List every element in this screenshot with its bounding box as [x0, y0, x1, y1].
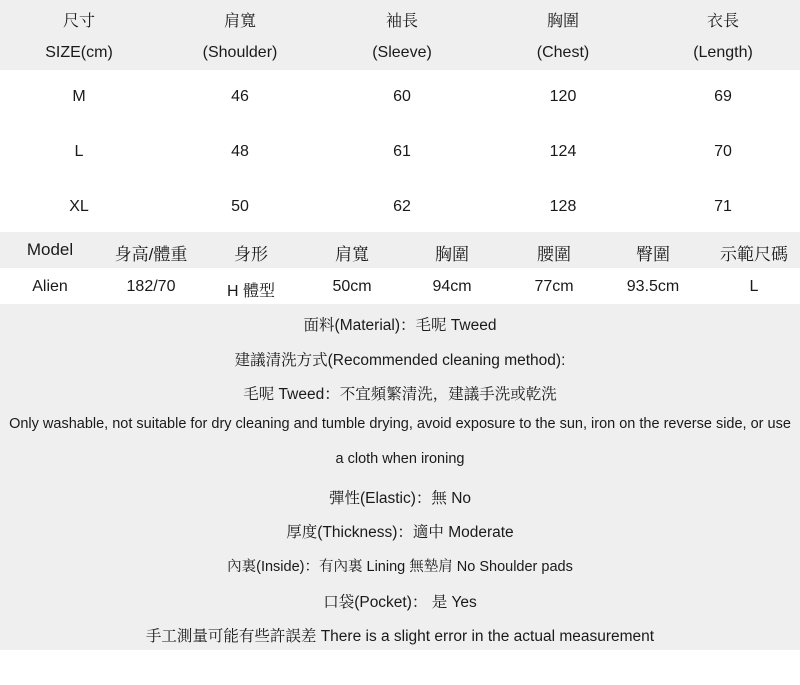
chest-value: 128 [549, 198, 577, 215]
size-header-length-en: (Length) [693, 44, 753, 61]
sleeve-value: 62 [393, 198, 411, 215]
length-value: 69 [714, 88, 732, 105]
cleaning-en-note-line-1: Only washable, not suitable for dry cleaning and tumble drying, avoid exposure to the sun, iron on the reverse side, or use [9, 416, 791, 432]
size-label: XL [69, 198, 89, 215]
sleeve-value: 60 [393, 88, 411, 105]
sleeve-value: 61 [393, 143, 411, 160]
length-value: 71 [714, 198, 732, 215]
size-header-shoulder-en: (Shoulder) [202, 44, 278, 61]
model-header-waist: 腰圍 [537, 245, 571, 264]
model-body-shape: H 體型 [226, 283, 276, 300]
elastic-note: 彈性(Elastic)：無 No [328, 490, 472, 507]
size-header-sleeve-zh: 袖長 [385, 13, 419, 30]
model-height-weight: 182/70 [126, 278, 176, 295]
thickness-note: 厚度(Thickness)：適中 Moderate [286, 524, 514, 541]
pocket-note: 口袋(Pocket)： 是 Yes [323, 594, 477, 611]
size-header-chest-zh: 胸圍 [546, 13, 580, 30]
shoulder-value: 46 [231, 88, 249, 105]
measurement-disclaimer: 手工測量可能有些許誤差 There is a slight error in the actual measurement [145, 628, 655, 645]
size-header-chest-en: (Chest) [536, 44, 590, 61]
model-header-chest: 胸圍 [435, 245, 469, 264]
size-header-shoulder-zh: 肩寬 [223, 13, 257, 30]
model-header-hip: 臀圍 [636, 245, 670, 264]
model-header-height-weight: 身高/體重 [114, 245, 188, 264]
size-header-sleeve-en: (Sleeve) [372, 44, 432, 61]
size-header-length-zh: 衣長 [706, 13, 740, 30]
model-hip: 93.5cm [626, 278, 680, 295]
size-label: M [72, 88, 86, 105]
cleaning-en-note-line-2: a cloth when ironing [335, 451, 465, 467]
size-header-size-zh: 尺寸 [62, 13, 96, 30]
material-note: 面料(Material)：毛呢 Tweed [303, 317, 497, 334]
chest-value: 120 [549, 88, 577, 105]
model-shoulder: 50cm [332, 278, 372, 295]
model-chest: 94cm [432, 278, 472, 295]
model-name: Alien [32, 278, 68, 295]
model-header-model: Model [26, 240, 74, 259]
model-header-body-shape: 身形 [234, 245, 268, 264]
cleaning-title: 建議清洗方式(Recommended cleaning method): [234, 352, 566, 369]
chest-value: 124 [549, 143, 577, 160]
shoulder-value: 50 [231, 198, 249, 215]
size-label: L [74, 143, 84, 160]
inside-note: 內裏(Inside)：有內裏 Lining 無墊肩 No Shoulder pads [227, 559, 573, 575]
length-value: 70 [714, 143, 732, 160]
model-waist: 77cm [534, 278, 574, 295]
model-sample-size: L [749, 278, 759, 295]
cleaning-zh-note: 毛呢 Tweed：不宜頻繁清洗，建議手洗或乾洗 [243, 386, 557, 403]
shoulder-value: 48 [231, 143, 249, 160]
model-header-sample-size: 示範尺碼 [720, 245, 788, 264]
size-header-size-en: SIZE(cm) [45, 44, 113, 61]
model-header-shoulder: 肩寬 [335, 245, 369, 264]
